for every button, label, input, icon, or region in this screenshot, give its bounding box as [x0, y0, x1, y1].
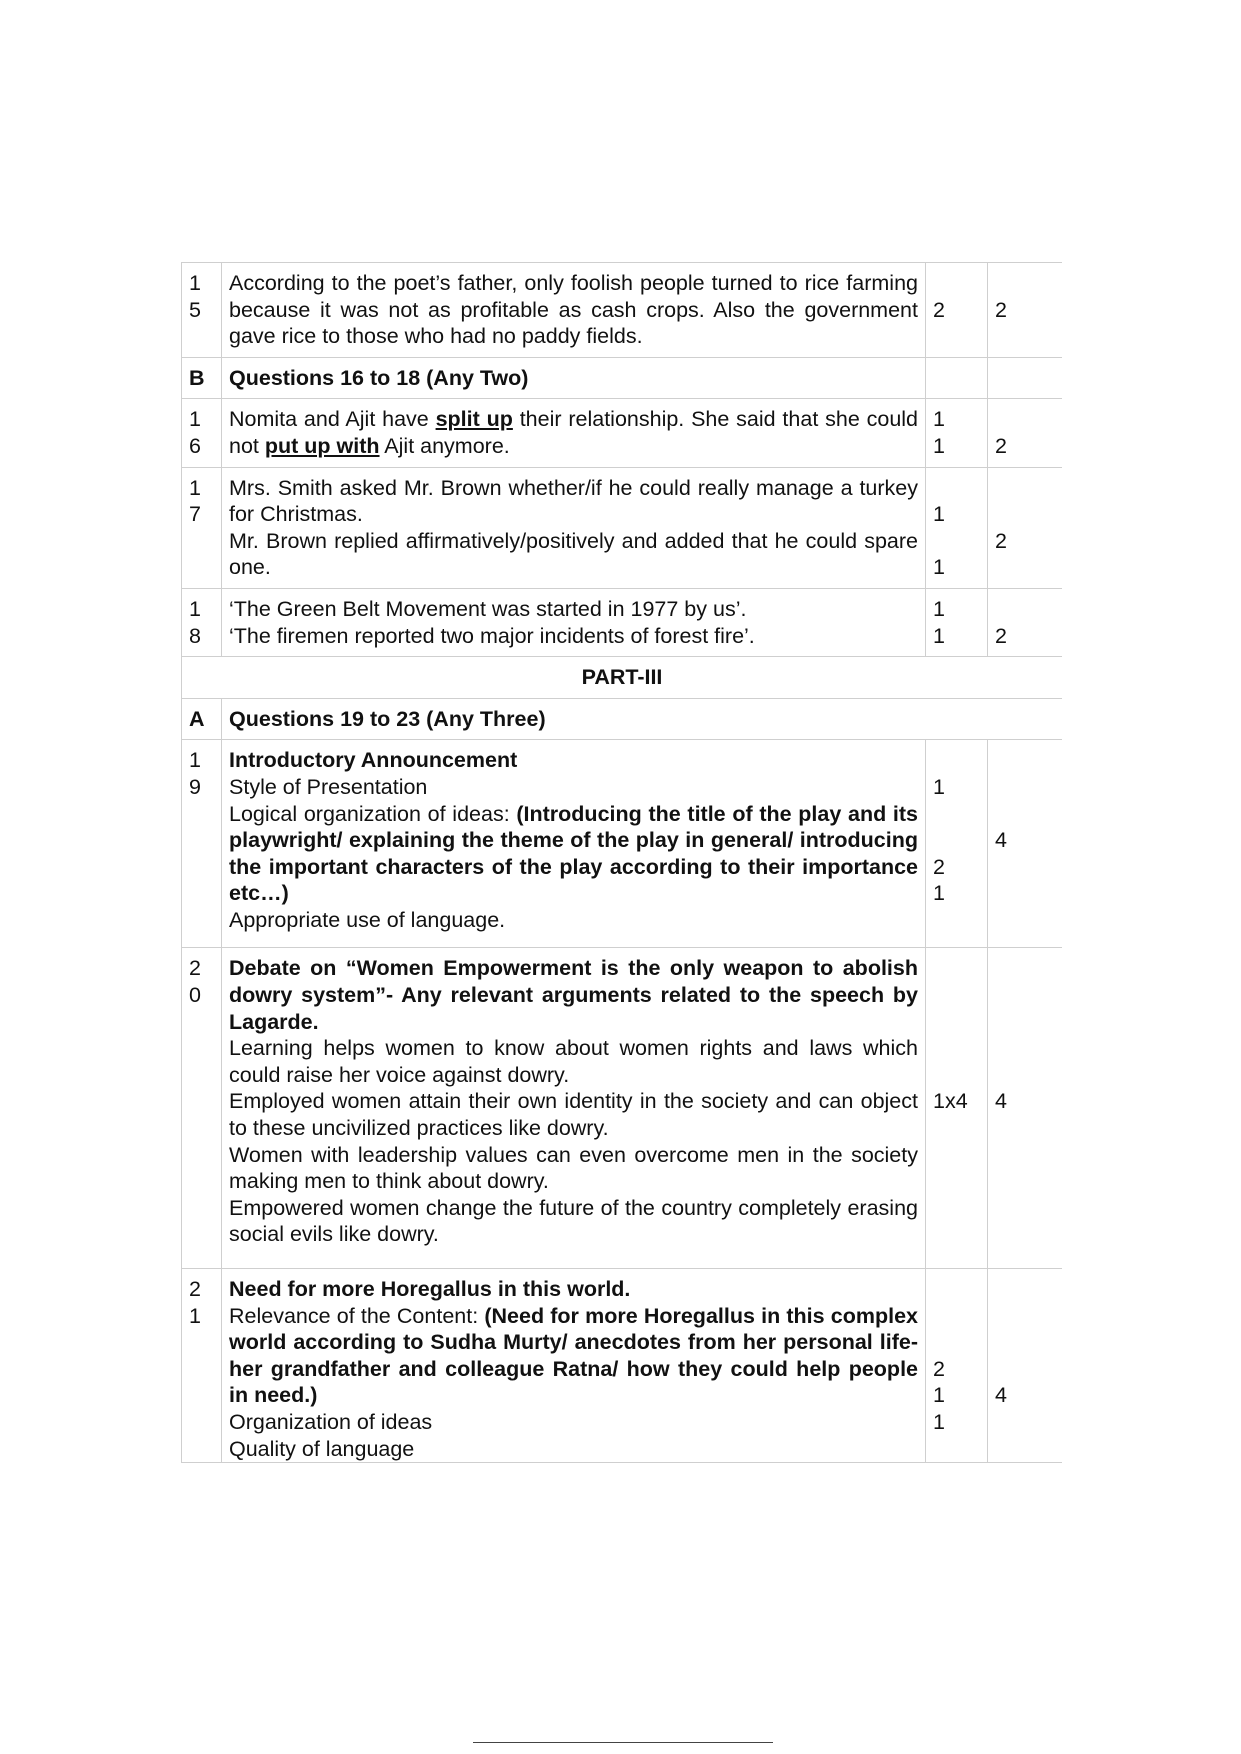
section-title: Questions 19 to 23 (Any Three) [222, 698, 1063, 740]
table-row-q21 [182, 1269, 1063, 1464]
total-marks: 4 [988, 1269, 1063, 1464]
table-row-q20 [182, 948, 1063, 1269]
answer-line: Employed women attain their own identity in the society and can object to these uncivilized practices like dowry. [229, 1089, 918, 1141]
marks: 2 [926, 263, 988, 358]
answer-text [222, 740, 926, 948]
answer-heading: Need for more Horegallus in this world. [229, 1277, 631, 1301]
answer-text [222, 399, 926, 467]
question-number: 1 8 [182, 588, 222, 656]
answer-key-table-container [181, 262, 1062, 1463]
answer-line: ‘The Green Belt Movement was started in 1977 by us’. [229, 596, 747, 621]
section-title: Questions 16 to 18 (Any Two) [222, 357, 926, 399]
total-marks: 2 [988, 263, 1063, 358]
answer-line: Learning helps women to know about women rights and laws which could raise her voice against dowry. [229, 1036, 918, 1087]
total-marks: 2 [988, 588, 1063, 656]
marks: 1 1 [926, 467, 988, 588]
total-marks: 2 [988, 399, 1063, 467]
answer-text [222, 1269, 926, 1464]
table-row-q15 [182, 263, 1063, 358]
footer-rule [473, 1742, 773, 1743]
section-row-a [182, 698, 1063, 740]
question-number: 1 6 [182, 399, 222, 467]
table-row-q16 [182, 399, 1063, 467]
answer-text: Mrs. Smith asked Mr. Brown whether/if he could really manage a turkey for Christmas. Mr. Brown replied affirmatively/positively and added that he could spare one. [222, 467, 926, 588]
criterion-detail: (Need for more Horegallus in this complex world according to Sudha Murty/ anecdotes from her personal life- her grandfather and colleague Ratna/ how they could help people in need.) [229, 1303, 918, 1408]
answer-text [222, 948, 926, 1269]
answer-key-table [181, 262, 1062, 1463]
answer-heading: Introductory Announcement [229, 748, 518, 773]
answer-line [229, 1303, 918, 1409]
marks: 1 1 [926, 399, 988, 467]
answer-line: Style of Presentation [229, 774, 428, 799]
empty-cell [988, 357, 1063, 399]
answer-text [222, 588, 926, 656]
criterion-label: Relevance of the Content: [229, 1303, 485, 1328]
criterion-label: Logical organization of ideas: [229, 801, 517, 826]
marks: 1 2 1 [926, 740, 988, 948]
empty-cell [926, 357, 988, 399]
answer-line: Organization of ideas [229, 1409, 433, 1434]
phrasal-verb-put-up-with: put up with [264, 433, 380, 458]
marks: 2 1 1 [926, 1269, 988, 1464]
part-heading-row [182, 657, 1063, 699]
question-number: 1 7 [182, 467, 222, 588]
answer-text: According to the poet’s father, only foolish people turned to rice farming because it was not as profitable as cash crops. Also the government gave rice to those who had no paddy fields. [222, 263, 926, 358]
answer-line: Quality of language [229, 1436, 415, 1461]
table-row-q17 [182, 467, 1063, 588]
answer-text-part: Nomita and Ajit have [229, 407, 436, 432]
criterion-detail: (Introducing the title of the play and its playwright/ explaining the theme of the play in general/ introducing the important characters of the play according to their importance etc…) [229, 801, 918, 906]
answer-line [229, 801, 918, 907]
section-label: A [182, 698, 222, 740]
total-marks: 2 [988, 467, 1063, 588]
phrasal-verb-split-up: split up [435, 407, 513, 432]
question-number: 2 0 [182, 948, 222, 1269]
question-number: 2 1 [182, 1269, 222, 1464]
table-row-q19 [182, 740, 1063, 948]
question-number: 1 5 [182, 263, 222, 358]
answer-heading: Debate on “Women Empowerment is the only weapon to abolish dowry system”- Any relevant arguments related to the speech by Lagarde. [229, 956, 918, 1034]
table-row-q18 [182, 588, 1063, 656]
answer-line: Women with leadership values can even overcome men in the society making men to think about dowry. [229, 1142, 918, 1194]
answer-line: Appropriate use of language. [229, 907, 506, 932]
answer-text-part: their relationship. She said that she could not [229, 407, 919, 458]
question-number: 1 9 [182, 740, 222, 948]
answer-text-part: Ajit anymore. [379, 433, 510, 458]
answer-line: Empowered women change the future of the country completely erasing social evils like dowry. [229, 1195, 918, 1247]
total-marks: 4 [988, 740, 1063, 948]
section-label: B [182, 357, 222, 399]
part-title: PART-III [182, 657, 1063, 699]
marks: 1 1 [926, 588, 988, 656]
answer-line: ‘The firemen reported two major incidents of forest fire’. [229, 623, 755, 648]
marks: 1x4 [926, 948, 988, 1269]
total-marks: 4 [988, 948, 1063, 1269]
section-row-b [182, 357, 1063, 399]
